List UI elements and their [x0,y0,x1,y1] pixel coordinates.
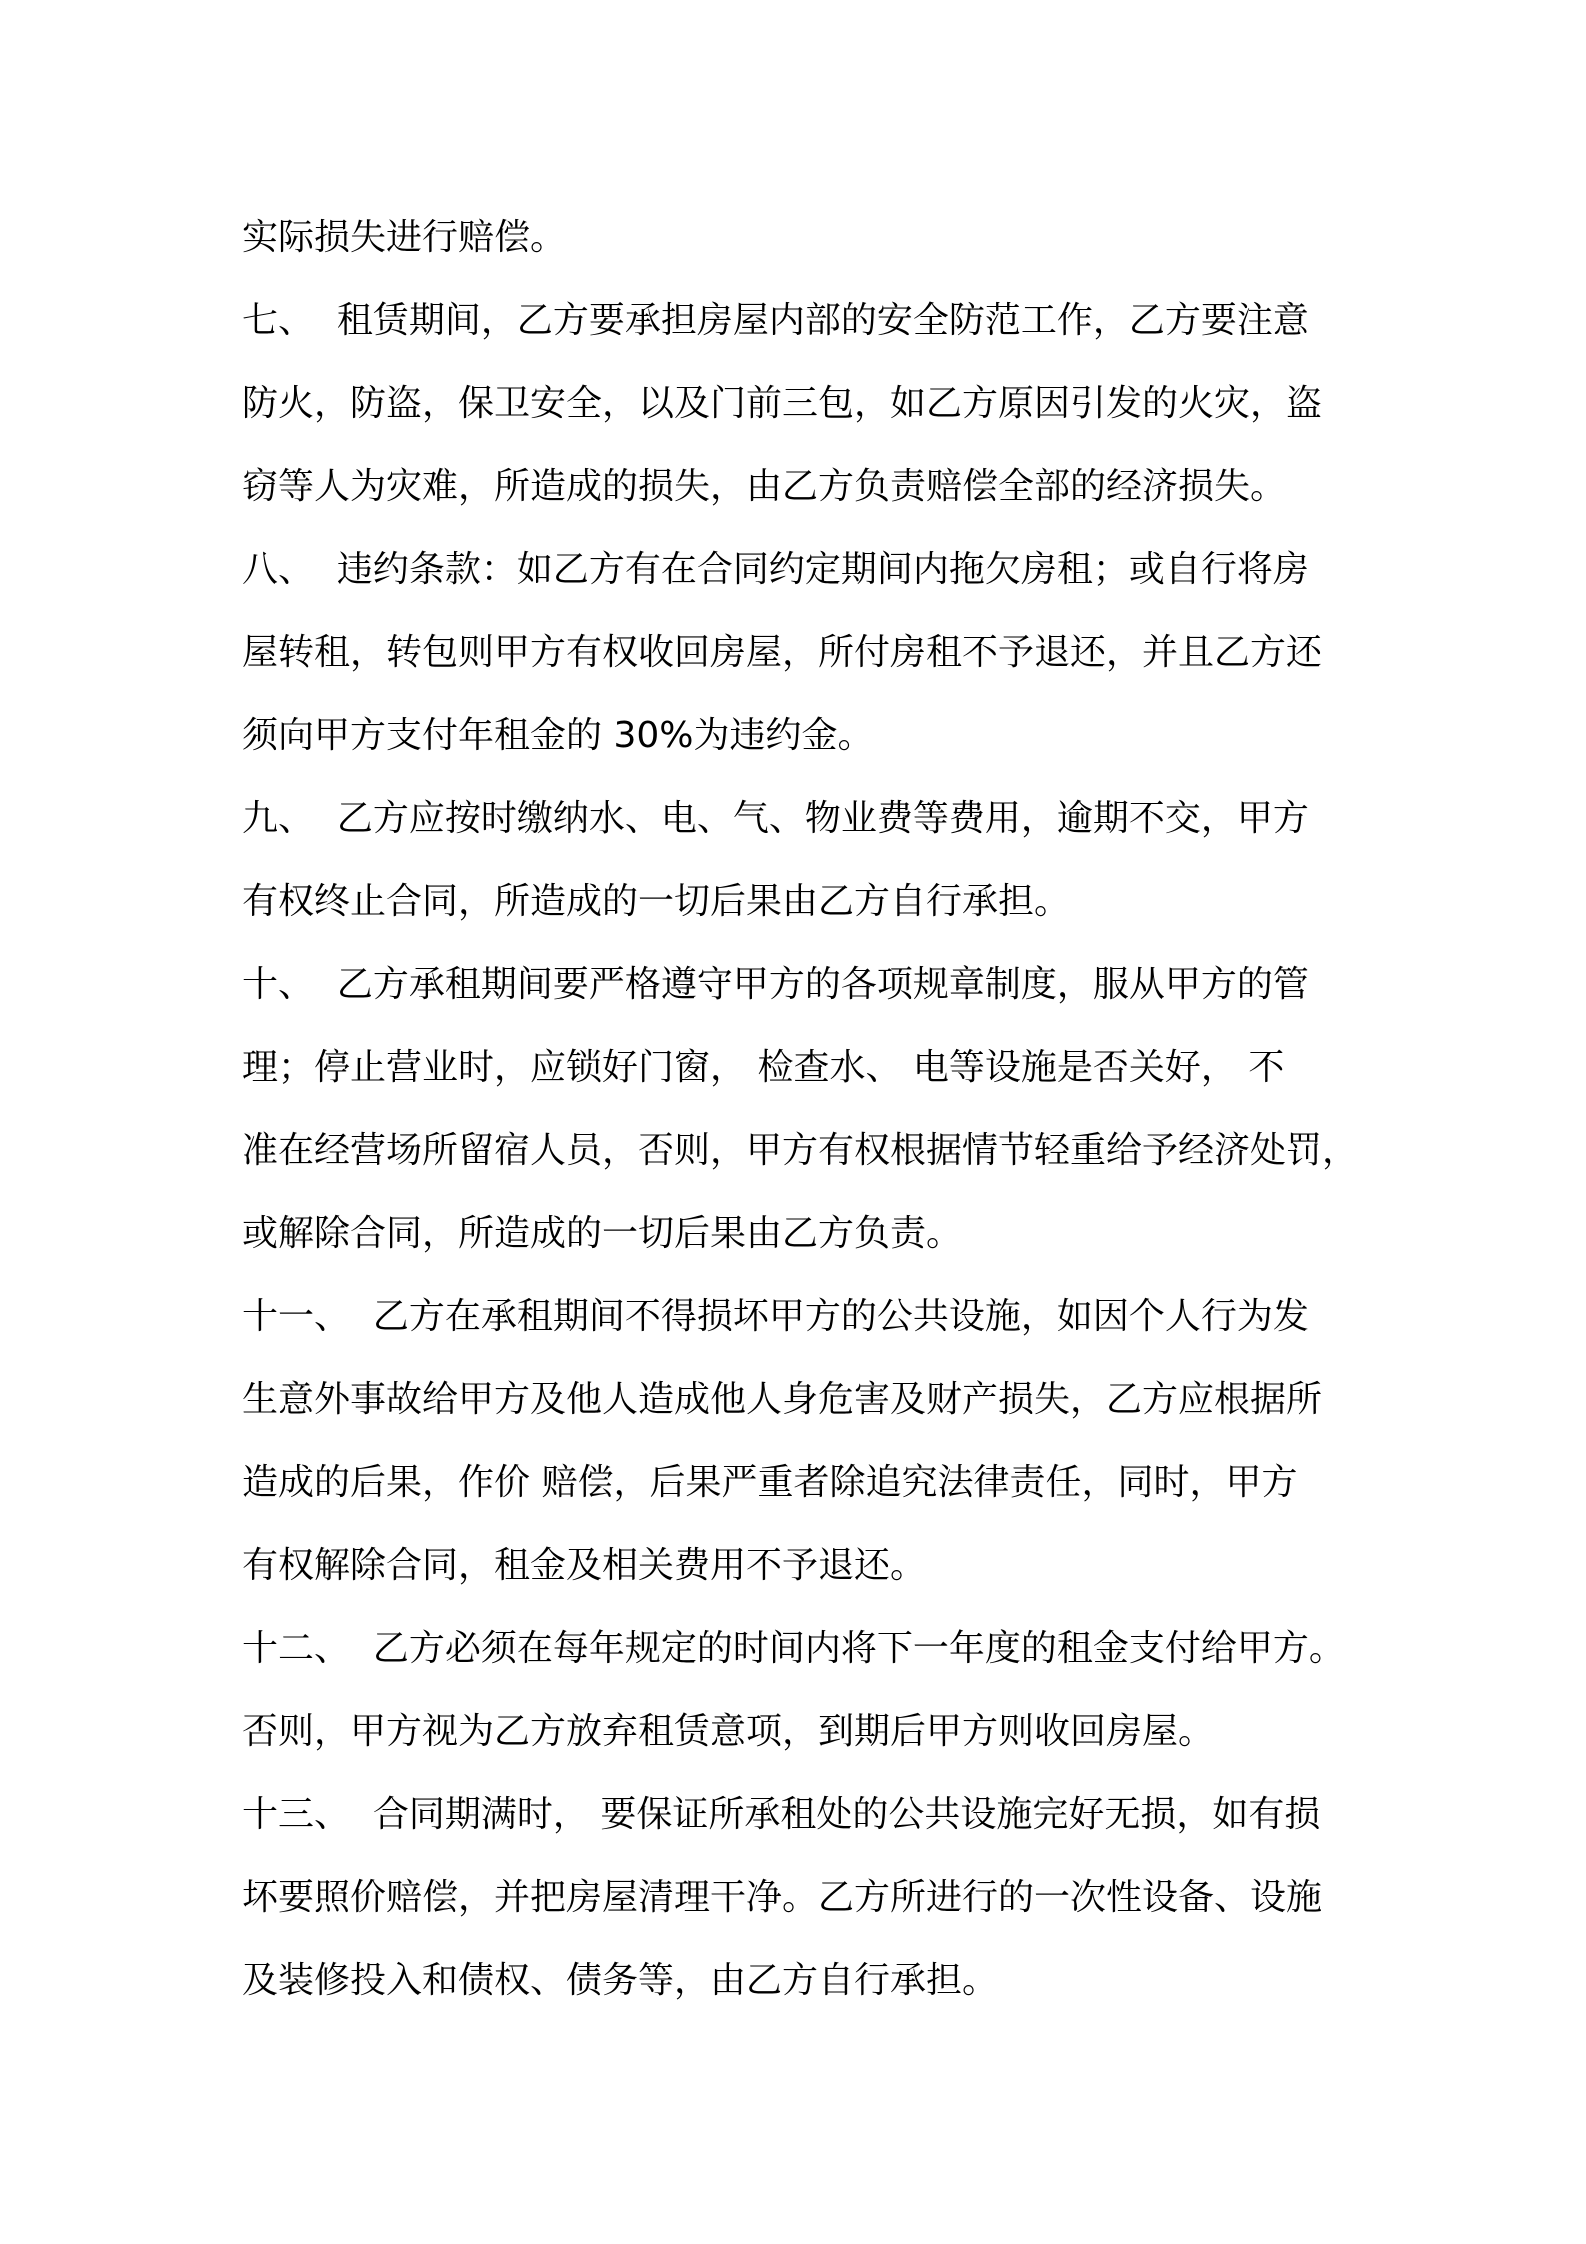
text-line: 坏要照价赔偿，并把房屋清理干净。乙方所进行的一次性设备、设施 [242,1877,1323,1918]
text-line: 及装修投入和债权、债务等，由乙方自行承担。 [242,1960,999,2001]
text-line: 生意外事故给甲方及他人造成他人身危害及财产损失，乙方应根据所 [242,1379,1323,1420]
text-line: 七、 租赁期间，乙方要承担房屋内部的安全防范工作，乙方要注意 [242,300,1309,341]
text-line: 屋转租，转包则甲方有权收回房屋，所付房租不予退还，并且乙方还 [242,632,1323,673]
text-line: 或解除合同，所造成的一切后果由乙方负责。 [242,1213,963,1254]
text-line: 准在经营场所留宿人员，否则，甲方有权根据情节轻重给予经济处罚， [242,1130,1359,1171]
text-line: 九、 乙方应按时缴纳水、电、气、物业费等费用，逾期不交，甲方 [242,798,1309,839]
contract-text [242,196,1372,2022]
text-line: 八、 违约条款：如乙方有在合同约定期间内拖欠房租；或自行将房 [242,549,1309,590]
text-line: 有权终止合同，所造成的一切后果由乙方自行承担。 [242,881,1071,922]
text-line: 十一、 乙方在承租期间不得损坏甲方的公共设施，如因个人行为发 [242,1296,1309,1337]
text-line: 理；停止营业时，应锁好门窗， 检查水、 电等设施是否关好， 不 [242,1047,1285,1088]
text-line: 实际损失进行赔偿。 [242,217,567,258]
text-line: 造成的后果，作价 赔偿，后果严重者除追究法律责任，同时，甲方 [242,1462,1298,1503]
text-line: 有权解除合同，租金及相关费用不予退还。 [242,1545,927,1586]
text-line: 十二、 乙方必须在每年规定的时间内将下一年度的租金支付给甲方。 [242,1628,1345,1669]
text-line: 十、 乙方承租期间要严格遵守甲方的各项规章制度，服从甲方的管 [242,964,1309,1005]
text-line: 窃等人为灾难，所造成的损失，由乙方负责赔偿全部的经济损失。 [242,466,1287,507]
text-line: 须向甲方支付年租金的 30%为违约金。 [242,715,874,756]
text-line: 否则，甲方视为乙方放弃租赁意项，到期后甲方则收回房屋。 [242,1711,1215,1752]
text-line: 十三、 合同期满时， 要保证所承租处的公共设施完好无损，如有损 [242,1794,1321,1835]
text-line: 防火，防盗，保卫安全，以及门前三包，如乙方原因引发的火灾，盗 [242,383,1323,424]
